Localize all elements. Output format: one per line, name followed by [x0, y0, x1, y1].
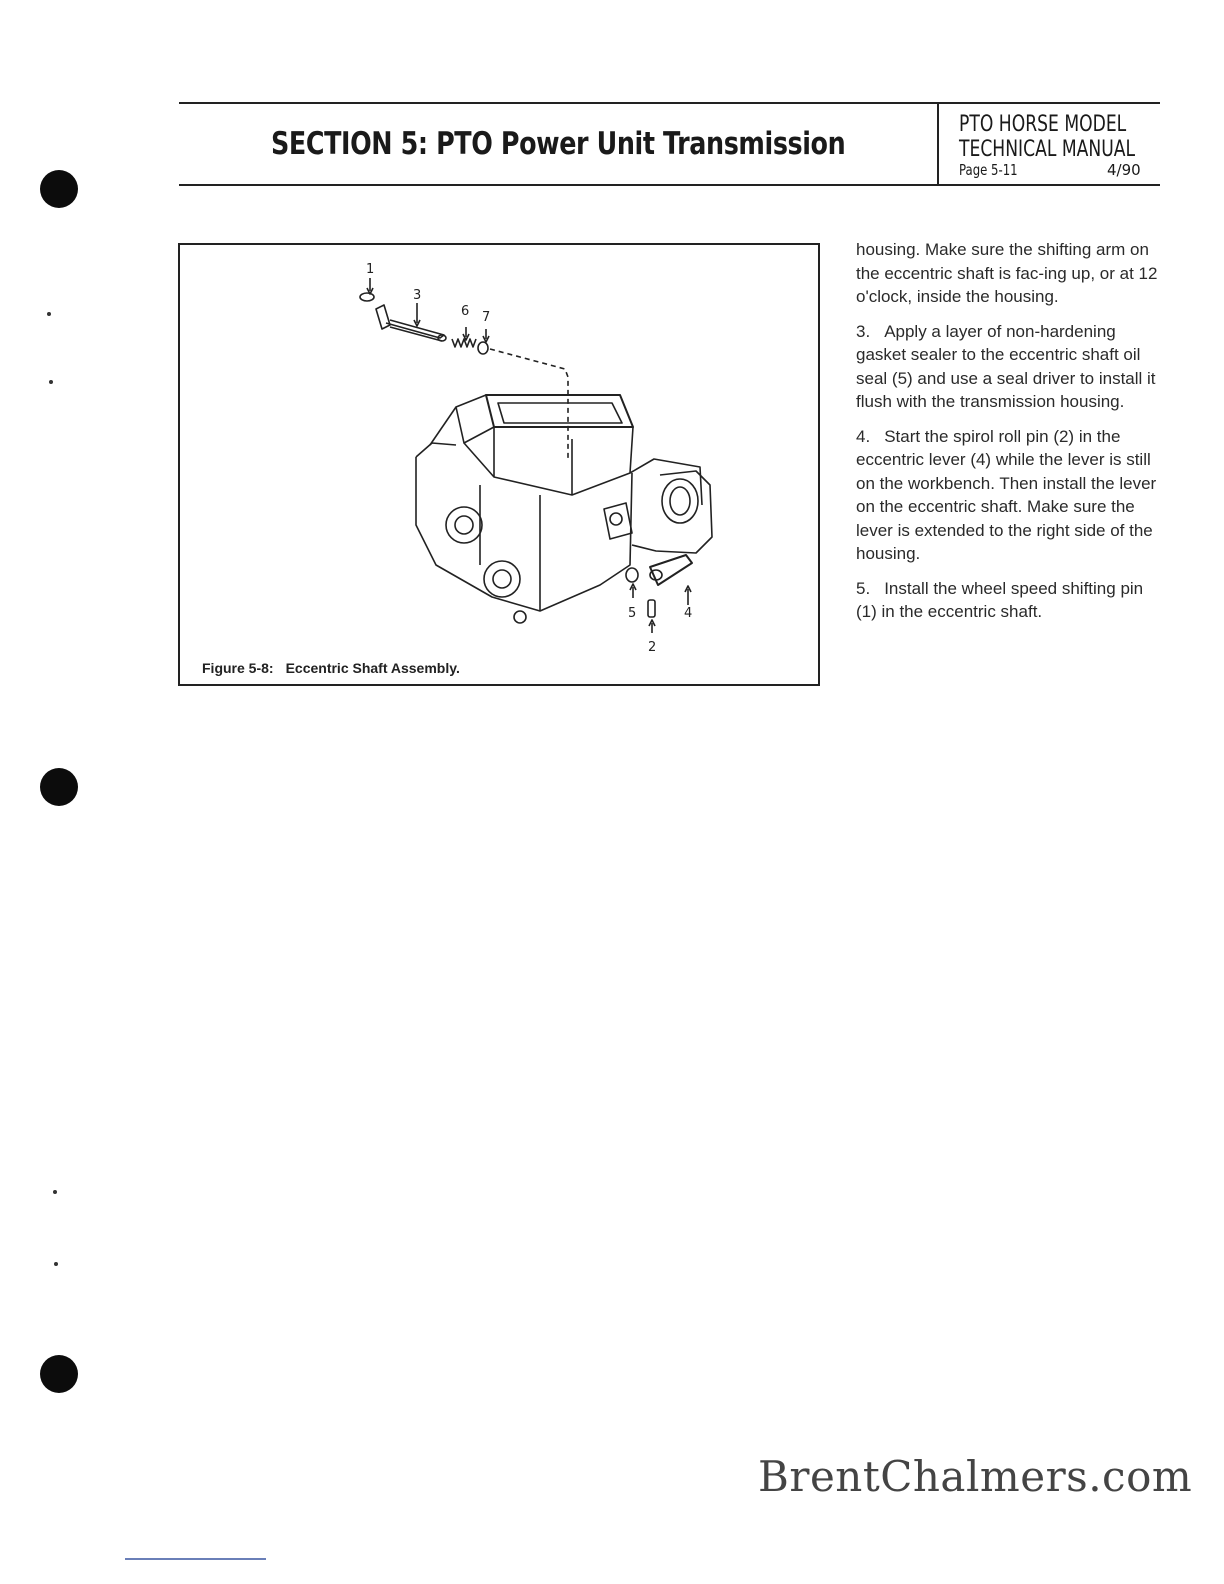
step-text: Apply a layer of non-hardening gasket sealer to the eccentric shaft oil seal (5) and use a seal driver to install it flush with the transmission housing.: [856, 321, 1156, 411]
step-5: [856, 577, 1166, 624]
page-number: Page 5-11: [959, 161, 1018, 179]
section-title: SECTION 5: PTO Power Unit Transmission: [270, 126, 846, 162]
step-text: Install the wheel speed shifting pin (1) in the eccentric shaft.: [856, 578, 1144, 621]
figure-title: Eccentric Shaft Assembly.: [285, 660, 460, 676]
manual-title: TECHNICAL MANUAL: [959, 137, 1136, 162]
watermark: BrentChalmers.com: [758, 1452, 1193, 1501]
callout-4: 4: [684, 606, 693, 621]
scan-speck: [47, 312, 51, 316]
figure-number: Figure 5-8:: [202, 660, 274, 676]
step-text: Start the spirol roll pin (2) in the eccentric lever (4) while the lever is still on the workbench. Then install the lever on the eccentric shaft. Make sure the lever is extended to the right side of the housing.: [856, 426, 1157, 563]
binder-hole: [40, 170, 78, 208]
manual-info-box: [937, 104, 1160, 184]
section-title-box: [179, 104, 937, 184]
callout-5: 5: [628, 606, 637, 621]
figure-eccentric-shaft: [178, 243, 820, 686]
figure-caption: [202, 660, 460, 676]
step-3: [856, 320, 1166, 414]
page-header: [179, 102, 1160, 186]
footer-rule: [125, 1558, 266, 1560]
step-4: [856, 425, 1166, 566]
step-number: 5.: [856, 578, 871, 598]
callout-6: 6: [461, 304, 470, 319]
callout-3: 3: [413, 288, 422, 303]
step-number: 3.: [856, 321, 871, 341]
binder-hole: [40, 1355, 78, 1393]
binder-hole: [40, 768, 78, 806]
instructions-column: [856, 238, 1166, 635]
continued-paragraph: housing. Make sure the shifting arm on the eccentric shaft is fac-ing up, or at 12 o'clock, inside the housing.: [856, 240, 1158, 306]
callout-2: 2: [648, 640, 657, 655]
callout-7: 7: [482, 310, 491, 325]
scan-speck: [49, 380, 53, 384]
scan-speck: [53, 1190, 57, 1194]
callout-1: 1: [366, 262, 375, 277]
exploded-diagram: [180, 245, 818, 684]
revision-date: 4/90: [1107, 161, 1141, 179]
scan-speck: [54, 1262, 58, 1266]
manual-model: PTO HORSE MODEL: [959, 112, 1127, 137]
step-number: 4.: [856, 426, 871, 446]
